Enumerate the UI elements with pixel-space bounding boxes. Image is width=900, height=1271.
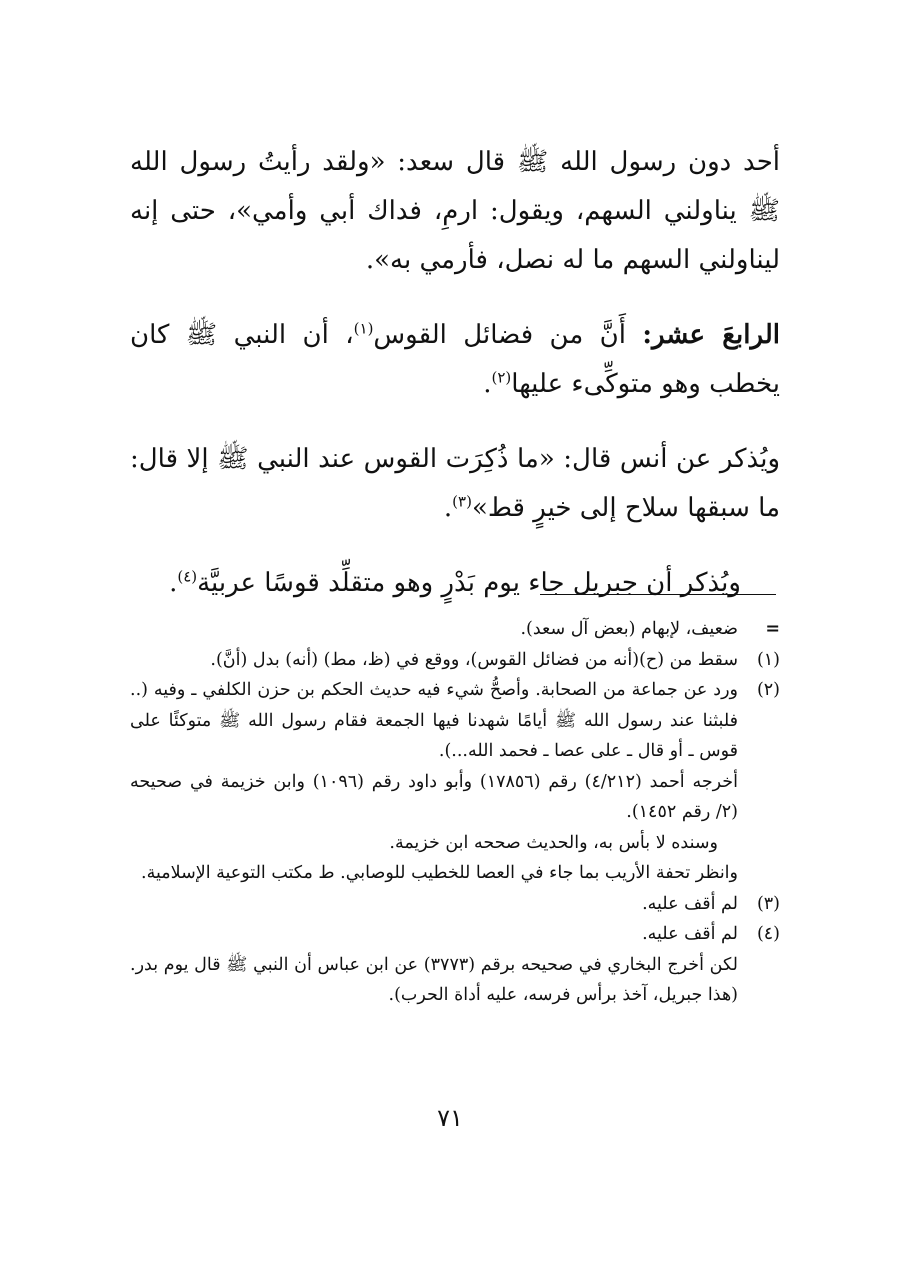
footnote-4: [130, 919, 780, 950]
paragraph-1: أحد دون رسول الله ﷺ قال سعد: «ولقد رأيتُ رسول الله ﷺ يناولني السهم، ويقول: ارمِ، فداك أبي وأمي»، حتى إنه ليناولني السهم ما له نصل، فأرمي به».: [130, 147, 780, 275]
footnote-4-detail: لكن أخرج البخاري في صحيحه برقم (٣٧٧٣) عن ابن عباس أن النبي ﷺ قال يوم بدر. (هذا جبريل، آخذ برأس فرسه، عليه أداة الحرب).: [130, 954, 738, 1005]
footnote-2-grading: وسنده لا بأس به، والحديث صححه ابن خزيمة.: [389, 832, 718, 853]
footnote-ref-1[interactable]: (١): [353, 319, 374, 338]
footnotes: [130, 614, 780, 1011]
footnote-2-source: أخرجه أحمد (٤/٢١٢) رقم (١٧٨٥٦) وأبو داود رقم (١٠٩٦) وابن خزيمة في صحيحه (٢/ رقم ١٤٥٢).: [130, 771, 738, 822]
paragraph-2-heading: الرابعَ عشر:: [642, 320, 781, 350]
footnote-1-marker: (١): [756, 649, 780, 670]
footnote-4-text: لم أقف عليه.: [642, 924, 738, 944]
footnote-2-reference: وانظر تحفة الأريب بما جاء في العصا للخطيب للوصابي. ط مكتب التوعية الإسلامية.: [141, 863, 738, 883]
paragraph-2: [130, 311, 780, 409]
footnote-2-marker: (٢): [756, 680, 780, 700]
paragraph-2-text-a: أَنَّ من فضائل القوس: [373, 320, 643, 350]
footnote-continuation: [130, 614, 780, 645]
footnote-ref-3[interactable]: (٣): [452, 492, 472, 511]
footnote-1: [130, 645, 780, 676]
continuation-marker: =: [765, 619, 780, 639]
footnote-2: [130, 675, 780, 767]
paragraph-3-text: ويُذكر عن أنس قال: «ما ذُكِرَت القوس عند النبي ﷺ إلا قال: ما سبقها سلاح إلى خيرٍ قط»: [130, 444, 780, 523]
paragraph-2-end: .: [483, 369, 492, 399]
paragraph-4-end: .: [169, 568, 178, 598]
paragraph-2-text-b: ، أن النبي ﷺ كان يخطب وهو متوكِّىء عليها: [130, 320, 780, 399]
footnote-separator: [540, 594, 776, 595]
page-number: ٧١: [437, 1104, 463, 1132]
paragraph-3: [130, 435, 780, 533]
footnote-ref-2[interactable]: (٢): [491, 368, 512, 387]
paragraph-4: [130, 559, 780, 608]
footnote-1-text: سقط من (ح)(أنه من فضائل القوس)، ووقع في (ظ، مط) (أنه) بدل (أنَّ).: [210, 649, 738, 670]
main-text: [130, 138, 780, 608]
footnote-3-text: لم أقف عليه.: [642, 893, 738, 914]
footnote-3-marker: (٣): [756, 893, 780, 914]
footnote-ref-4[interactable]: (٤): [177, 567, 198, 586]
footnote-3: [130, 889, 780, 920]
footnote-2-text: ورد عن جماعة من الصحابة. وأصحُّ شيء فيه حديث الحكم بن حزن الكلفي ـ وفيه (.. فلبثنا عند رسول الله ﷺ أيامًا شهدنا فيها الجمعة فقام رسول الله ﷺ متوكئًا على قوس ـ أو قال ـ على عصا ـ فحمد الله...).: [130, 680, 738, 761]
continuation-text: ضعيف، لإبهام (بعض آل سعد).: [520, 619, 738, 639]
paragraph-4-text: ويُذكر أن جبريل جاء يوم بَدْرٍ وهو متقلِّد قوسًا عربيَّة: [197, 568, 741, 598]
footnote-4-marker: (٤): [756, 924, 780, 944]
paragraph-3-end: .: [443, 493, 453, 523]
